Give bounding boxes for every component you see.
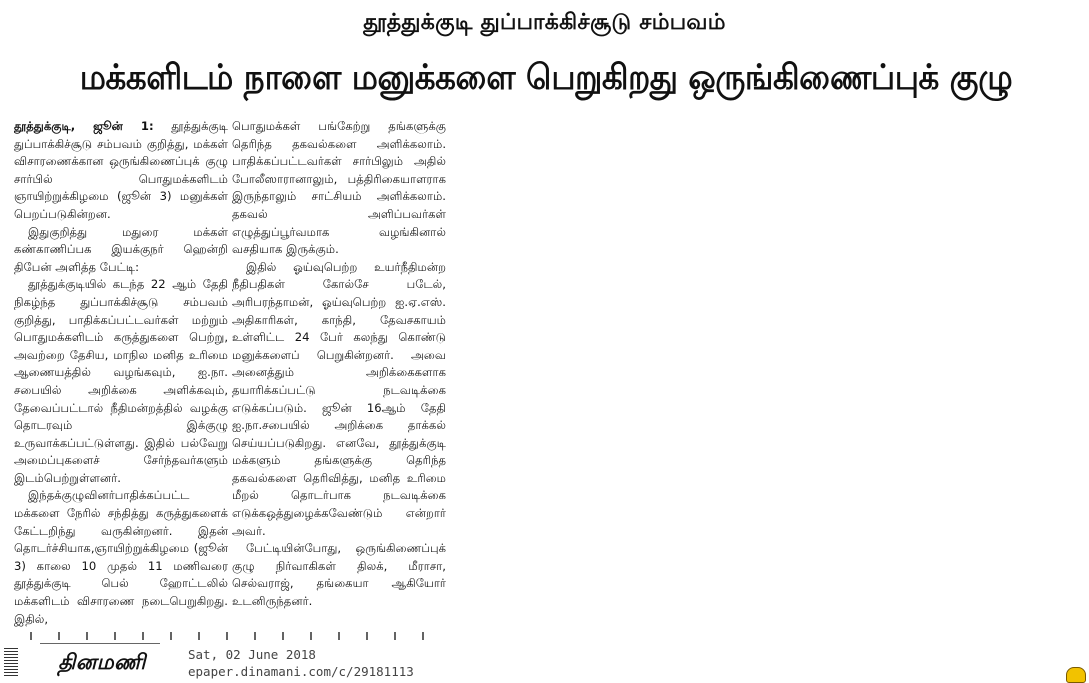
next-article-bleed (30, 632, 442, 640)
article-paragraph: இந்தக்குழுவினர்பாதிக்கப்பட்ட மக்களை நேரில் சந்தித்து கருத்துகளைக் கேட்டறிந்து வருகின்றனர். இதன் தொடர்ச்சியாக,ஞாயிற்றுக்கிழமை (ஜூன் 3) காலை 10 முதல் 11 மணிவரை தூத்துக்குடி பெல் ஹோட்டலில் மக்களிடம் விசாரணை நடைபெறுகிறது. இதில், (14, 488, 228, 626)
edition-url[interactable]: epaper.dinamani.com/c/29181113 (188, 664, 414, 679)
article-paragraph: இதில் ஓய்வுபெற்ற உயர்நீதிமன்ற நீதிபதிகள் கோல்சே படேல், அரிபரந்தாமன், ஓய்வுபெற்ற ஐ.ஏ.எஸ். அதிகாரிகள், காந்தி, தேவசகாயம் உள்ளிட்ட 24 பேர் கலந்து கொண்டு மனுக்களைப் பெறுகின்றனர். அவை அனைத்தும் அறிக்கைகளாக தயாரிக்கப்பட்டு நடவடிக்கை எடுக்கப்படும். ஜூன் 16ஆம் தேதி ஐ.நா.சபையில் அறிக்கை தாக்கல் செய்யப்படுகிறது. எனவே, தூத்துக்குடி மக்களும் தங்களுக்கு தெரிந்த தகவல்களை தெரிவித்து, மனித உரிமை மீறல் தொடர்பாக நடவடிக்கை எடுக்கஒத்துழைக்கவேண்டும் என்றார் அவர். (232, 259, 446, 538)
article-paragraph: தூத்துக்குடியில் கடந்த 22 ஆம் தேதி நிகழ்ந்த துப்பாக்கிச்சூடு சம்பவம் குறித்து, பாதிக்கப்பட்டவர்கள் மற்றும் பொதுமக்களிடம் கருத்துகளை பெற்று, அவற்றை தேசிய, மாநில மனித உரிமை ஆணையத்தில் வழங்கவும், ஐ.நா. சபையில் அறிக்கை அளிக்கவும், தேவைப்பட்டால் நீதிமன்றத்தில் வழக்கு தொடரவும் இக்குழு உருவாக்கப்பட்டுள்ளது. இதில் பல்வேறு அமைப்புகளைச் சேர்ந்தவர்களும் இடம்பெற்றுள்ளனர். (14, 277, 228, 485)
article-paragraph (14, 118, 228, 224)
article-column-1 (14, 118, 228, 628)
article-column-2 (232, 118, 446, 628)
dinamani-logo (22, 648, 182, 678)
corner-badge-icon (1066, 667, 1086, 683)
edition-meta (188, 646, 414, 680)
article-headline: மக்களிடம் நாளை மனுக்களை பெறுகிறது ஒருங்கிணைப்புக் குழு (79, 58, 1013, 98)
article-paragraph: இதுகுறித்து மதுரை மக்கள் கண்காணிப்பக இயக்குநர் ஹென்றி திபேன் அளித்த பேட்டி: (14, 224, 228, 274)
article-kicker: தூத்துக்குடி துப்பாக்கிச்சூடு சம்பவம் (363, 10, 726, 35)
barcode-strip (4, 648, 18, 678)
article-paragraph: பேட்டியின்போது, ஒருங்கிணைப்புக் குழு நிர்வாகிகள் திலக், மீராசா, செல்வராஜ், தங்கையா ஆகியோர் உடனிருந்தனர். (232, 541, 446, 609)
edition-date: Sat, 02 June 2018 (188, 647, 316, 662)
logo-text: தினமணி (58, 649, 146, 674)
article-paragraph: பொதுமக்கள் பங்கேற்று தங்களுக்கு தெரிந்த தகவல்களை அளிக்கலாம். பாதிக்கப்பட்டவர்கள் சார்பிலும் அதில் போலீஸாரானாலும், பத்திரிகையாளராக இருந்தாலும் சாட்சியம் அளிக்கலாம். தகவல் அளிப்பவர்கள் எழுத்துப்பூர்வமாக வழங்கினால் வசதியாக இருக்கும். (232, 119, 446, 257)
article-paragraph-text: தூத்துக்குடி துப்பாக்கிச்சூடு சம்பவம் குறித்து, மக்கள் விசாரணைக்கான ஒருங்கிணைப்புக் குழு சார்பில் பொதுமக்களிடம் ஞாயிற்றுக்கிழமை (ஜூன் 3) மனுக்கள் பெறப்படுகின்றன. (14, 119, 228, 221)
article-dateline: தூத்துக்குடி, ஜூன் 1: (14, 119, 154, 133)
